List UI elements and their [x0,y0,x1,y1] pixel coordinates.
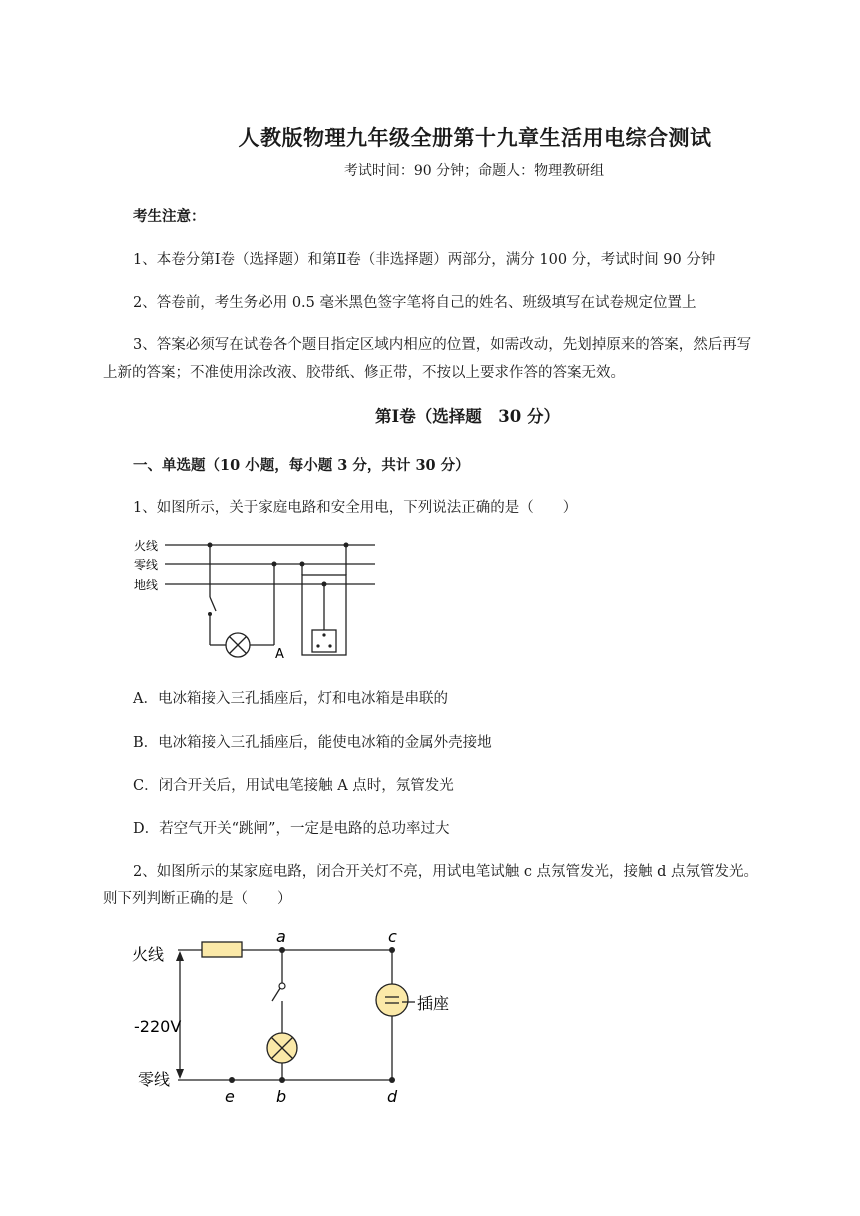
notice-item-2: 2、答卷前，考生务必用 0.5 毫米黑色签字笔将自己的姓名、班级填写在试卷规定位置上 [133,295,697,311]
q2-point-d-label: d [387,1087,398,1106]
q1-option-c: C．闭合开关后，用试电笔接触 A 点时，氖管发光 [133,778,454,794]
q1-ground-label: 地线 [134,578,159,592]
notice-item-1: 1、本卷分第Ⅰ卷（选择题）和第Ⅱ卷（非选择题）两部分，满分 100 分，考试时间 90 分钟 [133,252,716,268]
q2-neutral-label: 零线 [138,1070,171,1089]
q2-point-b-label: b [276,1087,287,1106]
q1-circuit-diagram [130,535,390,665]
q1-option-d: D．若空气开关“跳闸”，一定是电路的总功率过大 [133,821,450,837]
notice-item-3: 3、答案必须写在试卷各个题目指定区域内相应的位置，如需改动，先划掉原来的答案，然后再写 [133,337,752,353]
section-title: 第Ⅰ卷（选择题 30 分） [375,407,560,426]
q2-stem-line-2: 则下列判断正确的是（ ） [103,891,292,907]
q1-live-label: 火线 [134,539,159,553]
page-title: 人教版物理九年级全册第十九章生活用电综合测试 [238,125,712,150]
q1-stem: 1、如图所示，关于家庭电路和安全用电，下列说法正确的是（ ） [133,500,578,516]
q2-socket-label: 插座 [417,994,450,1013]
q2-live-label: 火线 [132,945,165,964]
part-title: 一、单选题（10 小题，每小题 3 分，共计 30 分） [133,457,470,474]
notice-item-3-cont: 上新的答案；不准使用涂改液、胶带纸、修正带，不按以上要求作答的答案无效。 [103,365,625,381]
exam-info: 考试时间：90 分钟；命题人：物理教研组 [343,163,605,179]
q2-point-c-label: c [388,927,397,946]
q2-stem-line-1: 2、如图所示的某家庭电路，闭合开关灯不亮，用试电笔试触 c 点氖管发光，接触 d 点氖管发光。 [133,864,759,880]
q1-point-a-label: A [275,647,284,662]
q2-voltage-label: -220V [134,1017,182,1036]
notice-heading: 考生注意： [133,208,206,225]
q1-neutral-label: 零线 [134,558,159,572]
q1-option-b: B．电冰箱接入三孔插座后，能使电冰箱的金属外壳接地 [133,735,492,751]
q1-option-a: A．电冰箱接入三孔插座后，灯和电冰箱是串联的 [133,691,448,707]
q2-circuit-diagram [130,925,470,1110]
q2-point-a-label: a [276,927,286,946]
q2-point-e-label: e [225,1087,235,1106]
